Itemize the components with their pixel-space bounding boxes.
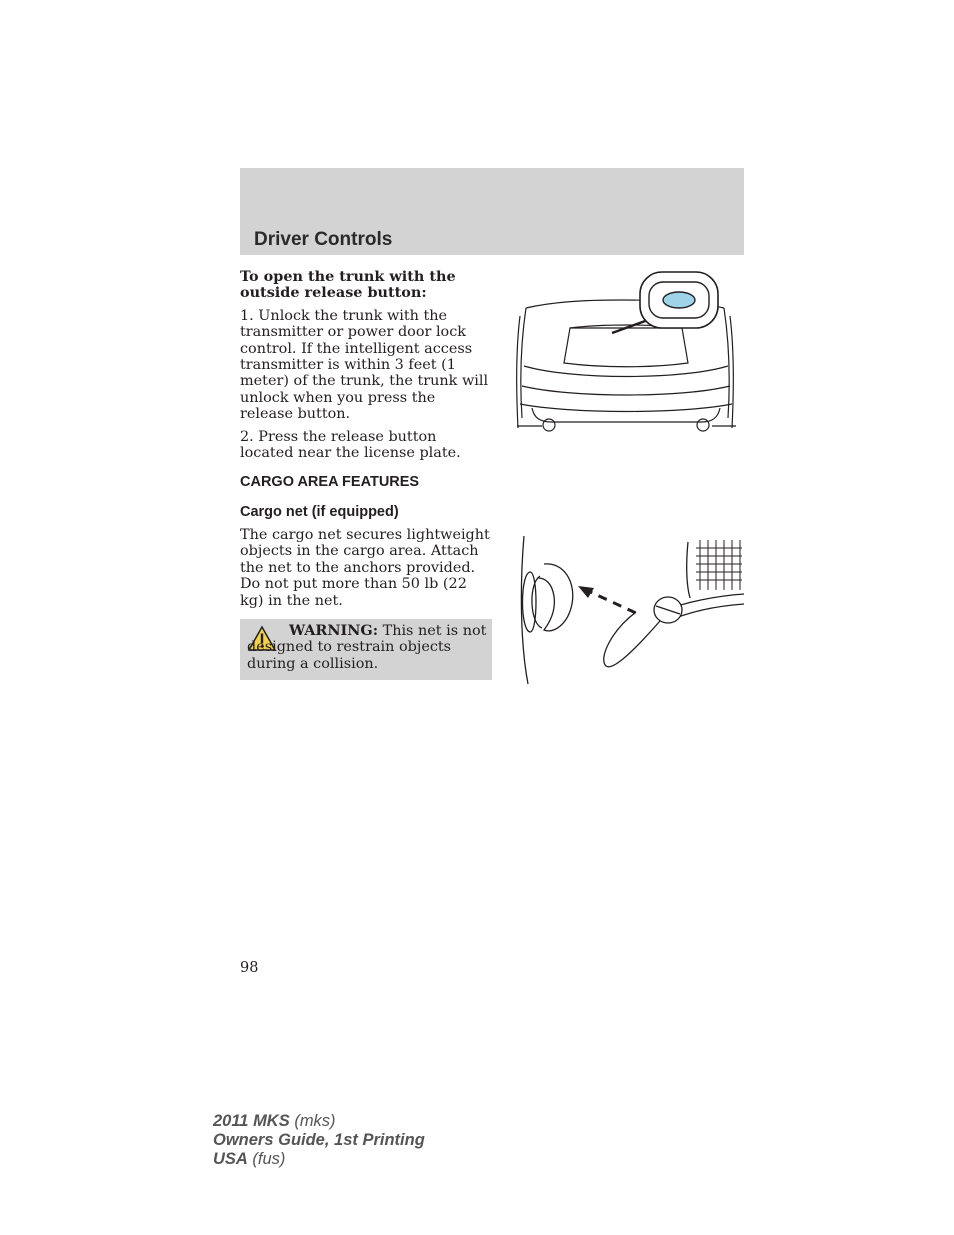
warning-message: This net is not designed to restrain objects during a collision. <box>247 623 487 672</box>
page-number: 98 <box>240 960 259 976</box>
footer-printing: Owners Guide, 1st Printing <box>213 1131 425 1149</box>
cargo-net-illustration <box>516 532 744 688</box>
footer-line-2 <box>213 1131 425 1150</box>
trunk-heading: To open the trunk with the outside release button: <box>240 268 456 302</box>
footer-model: 2011 MKS <box>213 1112 290 1130</box>
cargo-section-heading: CARGO AREA FEATURES <box>240 474 420 490</box>
footer-line-3 <box>213 1150 425 1169</box>
footer-line-1 <box>213 1112 425 1131</box>
section-header-band <box>240 168 744 255</box>
warning-text <box>247 623 487 672</box>
trunk-instructions <box>240 269 492 461</box>
footer-market: USA <box>213 1150 248 1168</box>
cargo-section <box>240 474 492 609</box>
footer-market-code: (fus) <box>247 1150 286 1168</box>
trunk-step-2: 2. Press the release button located near the license plate. <box>240 428 461 462</box>
document-footer <box>213 1112 425 1169</box>
trunk-release-illustration <box>512 268 744 436</box>
cargo-net-subheading: Cargo net (if equipped) <box>240 504 399 520</box>
cargo-net-body: The cargo net secures lightweight objects in the cargo area. Attach the net to the anchors provided. Do not put more than 50 lb (22 kg) in the net. <box>240 527 490 609</box>
warning-label: WARNING: <box>289 622 379 639</box>
trunk-step-1: 1. Unlock the trunk with the transmitter or power door lock control. If the intelligent access transmitter is within 3 feet (1 meter) of the trunk, the trunk will unlock when you press the release button. <box>240 307 489 423</box>
footer-model-code: (mks) <box>289 1112 336 1130</box>
warning-box <box>240 619 492 680</box>
section-title: Driver Controls <box>254 229 393 250</box>
